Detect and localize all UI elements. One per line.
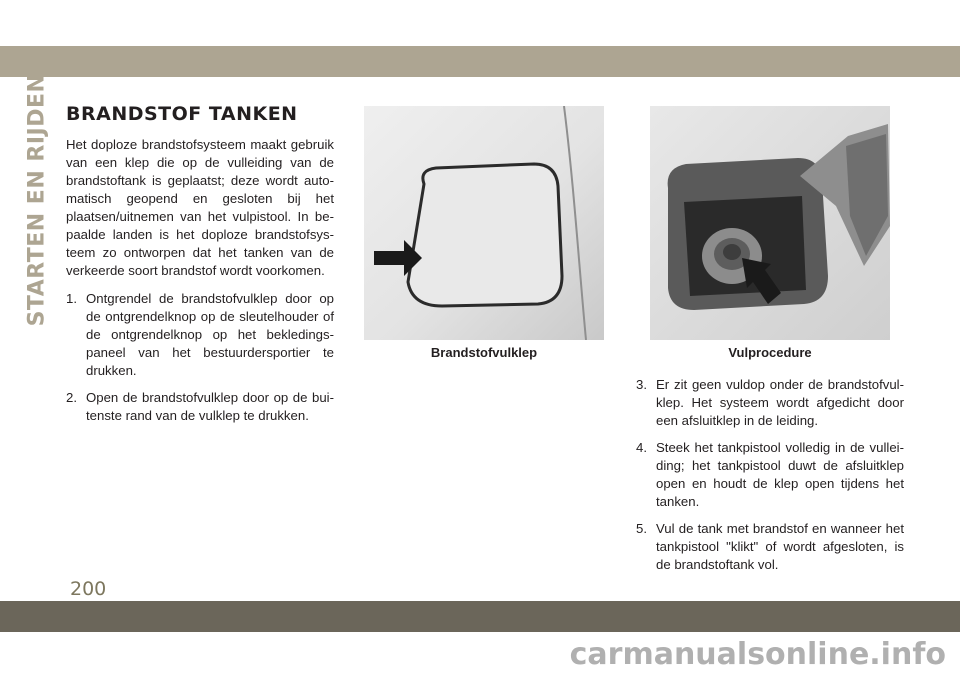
fuel-door-image: [364, 106, 604, 340]
refuel-procedure-image: [650, 106, 890, 340]
header-band: [0, 46, 960, 77]
list-text: Vul de tank met brandstof en wanneer het tankpistool "klikt" of wordt afgesloten, is de brandstoftank vol.: [656, 521, 904, 572]
figure-caption: Brandstofvulklep: [430, 345, 538, 360]
list-number: 2.: [66, 390, 77, 405]
list-item-4: [636, 439, 904, 511]
list-item-2: [66, 389, 334, 425]
page-number: 200: [70, 578, 107, 600]
list-number: 3.: [636, 377, 647, 392]
left-column: [66, 136, 334, 434]
list-item-3: [636, 376, 904, 430]
list-text: Er zit geen vuldop onder de brandstofvul- klep. Het systeem wordt afgedicht door een afsluitklep in de leiding.: [656, 377, 904, 428]
list-number: 1.: [66, 291, 77, 306]
list-text: Steek het tankpistool volledig in de vullei- ding; het tankpistool duwt de afsluitklep open en houdt de klep open tijdens het tanken.: [656, 440, 904, 509]
intro-paragraph: Het doploze brandstofsysteem maakt gebruik van een klep die op de vulleiding van de brandstoftank is geplaatst; deze wordt auto- matisch geopend en gesloten bij het plaatsen/uitnemen van het vulpistool. In be- paalde landen is het doploze brandstofsys- teem zo ontworpen dat het tanken van de verkeerde soort brandstof wordt voorkomen.: [66, 137, 334, 278]
section-tab-label: STARTEN EN RIJDEN: [24, 73, 50, 327]
right-column: [636, 376, 904, 583]
watermark: carmanualsonline.info: [569, 637, 946, 672]
list-item-5: [636, 520, 904, 574]
list-item-1: [66, 290, 334, 380]
section-heading: BRANDSTOF TANKEN: [66, 103, 298, 125]
list-text: Ontgrendel de brandstofvulklep door op de ontgrendelknop op de sleutelhouder of de ontgrendelknop op het bekledings- paneel van het bestuurdersportier te drukken.: [86, 291, 334, 378]
list-number: 4.: [636, 440, 647, 455]
list-number: 5.: [636, 521, 647, 536]
section-tab: [22, 73, 52, 327]
figure-caption: Vulprocedure: [728, 345, 812, 360]
list-text: Open de brandstofvulklep door op de bui- tenste rand van de vulklep te drukken.: [86, 390, 334, 423]
footer-band: [0, 601, 960, 632]
